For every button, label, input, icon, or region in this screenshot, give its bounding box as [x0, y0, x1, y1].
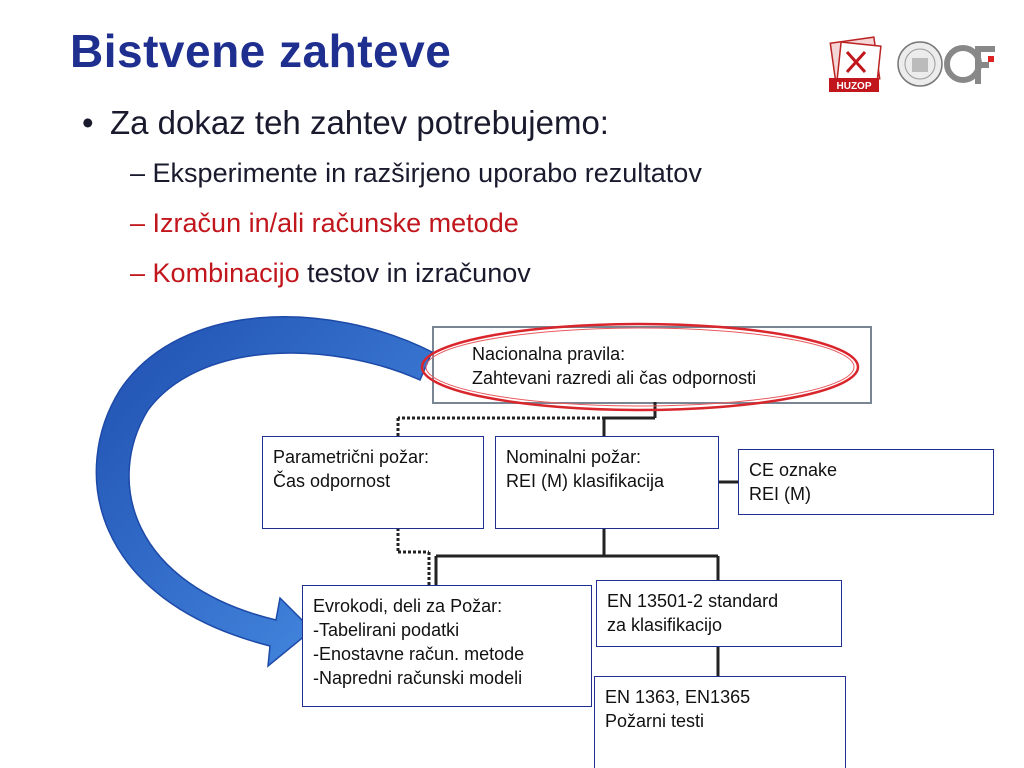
sub-item-3-red-text: Kombinacijo [152, 258, 300, 288]
national-line2: Zahtevani razredi ali čas odpornosti [472, 368, 757, 388]
sub-item-3-text: testov in izračunov [299, 258, 531, 288]
nominal-line1: Nominalni požar: [506, 447, 642, 467]
en13501-box [596, 580, 842, 647]
en1363-box [594, 676, 846, 768]
national-rules-box [462, 338, 850, 398]
parametric-line2: Čas odpornost [273, 471, 391, 491]
huzop-label: HUZOP [836, 81, 872, 92]
sub-item-1-text: Eksperimente in razširjeno uporabo rezultatov [152, 158, 702, 188]
bullet-dot-icon: • [82, 104, 94, 141]
parametric-fire-box [262, 436, 484, 529]
en13501-line2: za klasifikacijo [607, 615, 723, 635]
main-bullet-text: Za dokaz teh zahtev potrebujemo: [110, 104, 609, 141]
en1363-line2: Požarni testi [605, 711, 705, 731]
sub-item-2-text: Izračun in/ali računske metode [152, 208, 519, 238]
dash: – [130, 208, 146, 238]
ce-marking-box [738, 449, 994, 515]
eurocodes-box [302, 585, 592, 707]
dash: – [130, 158, 146, 188]
parametric-line1: Parametrični požar: [273, 447, 430, 467]
eurocodes-line4: -Napredni računski modeli [313, 668, 523, 688]
eurocodes-line3: -Enostavne račun. metode [313, 644, 525, 664]
dash: – [130, 258, 146, 288]
national-line1: Nacionalna pravila: [472, 344, 626, 364]
nominal-fire-box [495, 436, 719, 529]
ce-line2: REI (M) [749, 484, 811, 504]
nominal-line2: REI (M) klasifikacija [506, 471, 665, 491]
page-title: Bistvene zahteve [70, 25, 452, 77]
ce-line1: CE oznake [749, 460, 838, 480]
en1363-line1: EN 1363, EN1365 [605, 687, 751, 707]
en13501-line1: EN 13501-2 standard [607, 591, 779, 611]
eurocodes-line1: Evrokodi, deli za Požar: [313, 596, 503, 616]
eurocodes-line2: -Tabelirani podatki [313, 620, 460, 640]
